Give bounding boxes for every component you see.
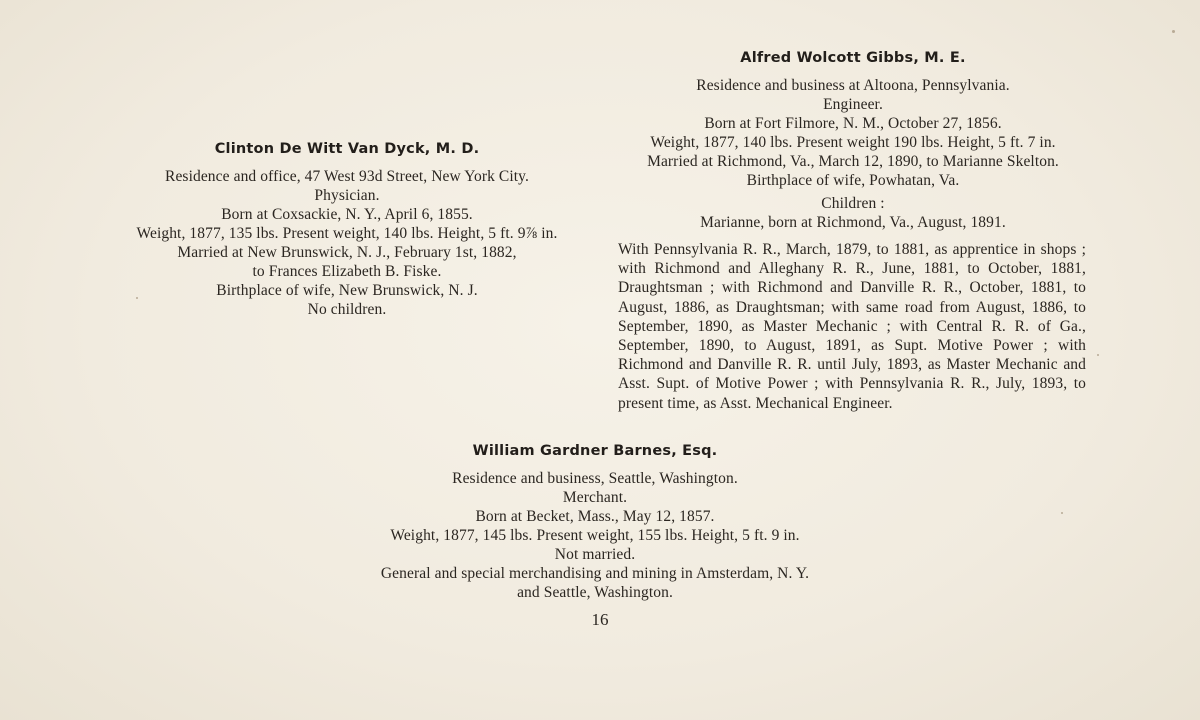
marriage-line: Married at New Brunswick, N. J., February 1st, 1882, [177,244,517,261]
spouse-line: to Frances Elizabeth B. Fiske. [252,263,442,280]
career-paragraph [618,240,1088,413]
career-text: With Pennsylvania R. R., March, 1879, to 1881, as apprentice in shops ; with Richmond and Alleghany R. R., June, 1881, to October, 1881, Draughtsman ; with Richmond and Danville R. R., October, 1881, to August, 1886, as Draughtsman; with same road from August, 1886, to September, 1890, as Master Mechanic ; with Central R. R. of Ga., September, 1890, to August, 1891, as Supt. Motive Power ; with Richmond and Danville R. R. until July, 1893, as Master Mechanic and Asst. Supt. of Motive Power ; with Pennsylvania R. R., July, 1893, to present time, as Asst. Mechanical Engineer. [618,241,1086,412]
entry-name: William Gardner Barnes, Esq. [472,443,718,459]
paper-speck [1172,30,1175,33]
page-number: 16 [591,610,609,629]
entry-barnes [345,442,845,602]
entry-gibbs [618,49,1088,413]
paper-speck [1097,354,1099,356]
marital-status-line: Not married. [554,546,636,563]
marriage-line: Married at Richmond, Va., March 12, 1890, to Marianne Skelton. [647,153,1059,170]
weight-line: Weight, 1877, 140 lbs. Present weight 190 lbs. Height, 5 ft. 7 in. [650,134,1056,151]
occupation-line: Merchant. [562,489,628,506]
birth-line: Born at Fort Filmore, N. M., October 27, 1856. [704,115,1002,132]
wife-birthplace-line: Birthplace of wife, New Brunswick, N. J. [216,282,478,299]
paper-speck [1061,512,1063,514]
children-line: No children. [307,301,387,318]
occupation-line: Engineer. [823,96,883,113]
residence-line: Residence and office, 47 West 93d Street, New York City. [165,168,529,185]
wife-birthplace-line: Birthplace of wife, Powhatan, Va. [746,172,960,189]
entry-name: Alfred Wolcott Gibbs, M. E. [740,50,966,66]
residence-line: Residence and business, Seattle, Washington. [452,470,738,487]
business-line: General and special merchandising and mining in Amsterdam, N. Y. [380,565,810,582]
entry-name: Clinton De Witt Van Dyck, M. D. [214,141,480,157]
paper-speck [136,297,138,299]
children-label: Children : [821,195,885,212]
entry-van-dyck [112,140,582,319]
birth-line: Born at Becket, Mass., May 12, 1857. [475,508,715,525]
business-line-continued: and Seattle, Washington. [517,584,673,601]
weight-line: Weight, 1877, 135 lbs. Present weight, 140 lbs. Height, 5 ft. 9⅞ in. [136,225,558,242]
weight-line: Weight, 1877, 145 lbs. Present weight, 155 lbs. Height, 5 ft. 9 in. [390,527,800,544]
birth-line: Born at Coxsackie, N. Y., April 6, 1855. [221,206,473,223]
occupation-line: Physician. [314,187,380,204]
children-line: Marianne, born at Richmond, Va., August, 1891. [700,214,1006,231]
residence-line: Residence and business at Altoona, Pennsylvania. [696,77,1010,94]
